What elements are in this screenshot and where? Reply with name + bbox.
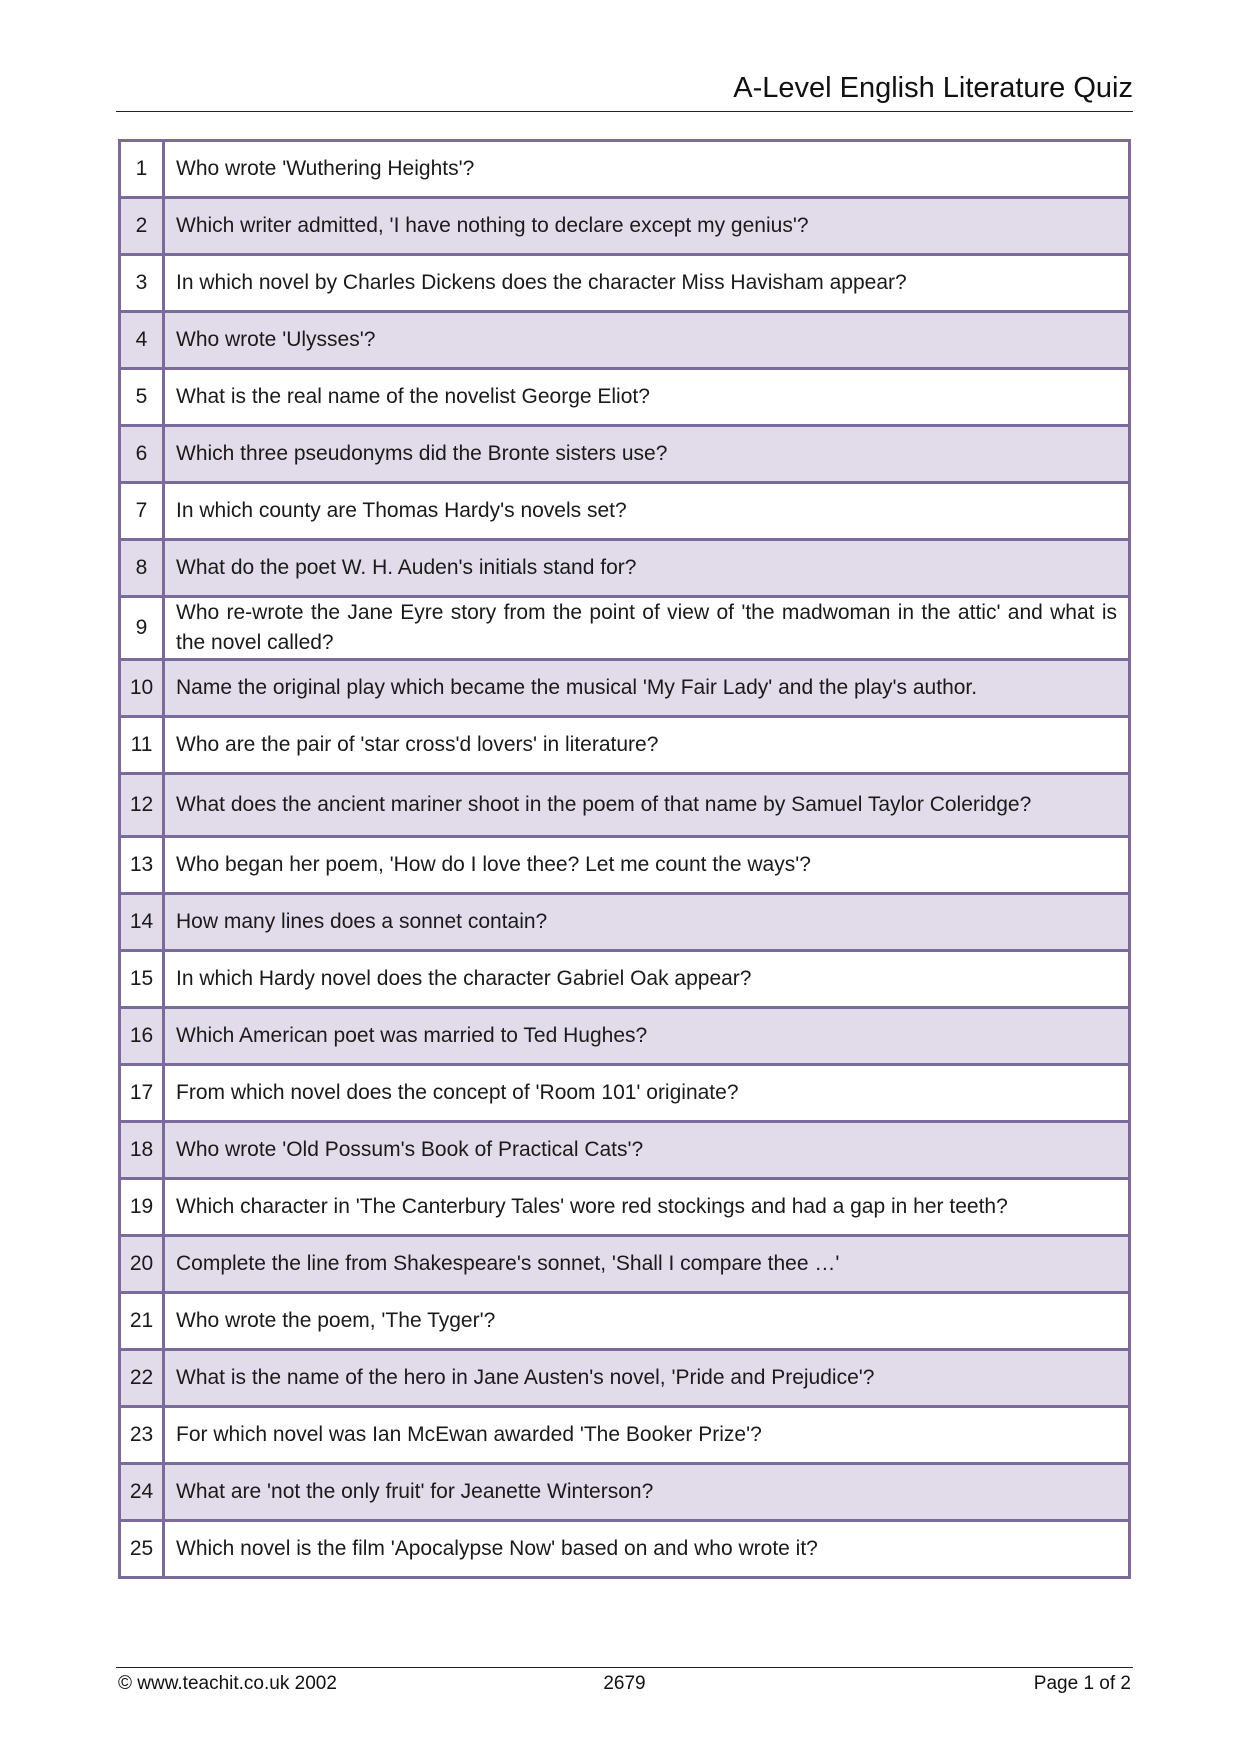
copyright-text: © www.teachit.co.uk 2002 (118, 1673, 337, 1694)
question-number: 22 (120, 1350, 164, 1407)
question-number: 11 (120, 717, 164, 774)
table-row (120, 1521, 1130, 1578)
question-number: 25 (120, 1521, 164, 1578)
table-row (120, 774, 1130, 837)
question-text: What does the ancient mariner shoot in the poem of that name by Samuel Taylor Coleridge? (164, 774, 1130, 837)
title-divider (116, 111, 1133, 112)
question-text: Name the original play which became the musical 'My Fair Lady' and the play's author. (164, 660, 1130, 717)
question-number: 16 (120, 1008, 164, 1065)
question-number: 13 (120, 837, 164, 894)
quiz-table (118, 139, 1131, 1579)
question-text: Which American poet was married to Ted Hughes? (164, 1008, 1130, 1065)
question-text: What are 'not the only fruit' for Jeanette Winterson? (164, 1464, 1130, 1521)
question-text: For which novel was Ian McEwan awarded 'The Booker Prize'? (164, 1407, 1130, 1464)
question-text: Who wrote the poem, 'The Tyger'? (164, 1293, 1130, 1350)
table-row (120, 1122, 1130, 1179)
question-number: 21 (120, 1293, 164, 1350)
question-number: 12 (120, 774, 164, 837)
question-text: Complete the line from Shakespeare's sonnet, 'Shall I compare thee …' (164, 1236, 1130, 1293)
question-number: 18 (120, 1122, 164, 1179)
question-text: Which three pseudonyms did the Bronte sisters use? (164, 426, 1130, 483)
table-row (120, 1293, 1130, 1350)
question-text: What is the name of the hero in Jane Austen's novel, 'Pride and Prejudice'? (164, 1350, 1130, 1407)
question-text: Who began her poem, 'How do I love thee? Let me count the ways'? (164, 837, 1130, 894)
question-number: 19 (120, 1179, 164, 1236)
table-row (120, 717, 1130, 774)
question-text: Which novel is the film 'Apocalypse Now' based on and who wrote it? (164, 1521, 1130, 1578)
table-row (120, 1065, 1130, 1122)
question-number: 5 (120, 369, 164, 426)
question-text: Who wrote 'Old Possum's Book of Practical Cats'? (164, 1122, 1130, 1179)
table-row (120, 1464, 1130, 1521)
table-row (120, 141, 1130, 198)
question-text: Who are the pair of 'star cross'd lovers' in literature? (164, 717, 1130, 774)
table-row (120, 1236, 1130, 1293)
table-row (120, 1350, 1130, 1407)
footer-divider (116, 1667, 1133, 1668)
question-text: Who wrote 'Wuthering Heights'? (164, 141, 1130, 198)
question-number: 4 (120, 312, 164, 369)
question-number: 23 (120, 1407, 164, 1464)
question-number: 15 (120, 951, 164, 1008)
table-row (120, 894, 1130, 951)
table-row (120, 255, 1130, 312)
table-row (120, 198, 1130, 255)
table-row (120, 540, 1130, 597)
question-text: Who re-wrote the Jane Eyre story from the point of view of 'the madwoman in the attic' and what is the novel called? (164, 597, 1130, 660)
table-row (120, 1407, 1130, 1464)
table-row (120, 312, 1130, 369)
question-text: Which character in 'The Canterbury Tales' wore red stockings and had a gap in her teeth? (164, 1179, 1130, 1236)
question-number: 6 (120, 426, 164, 483)
question-text: From which novel does the concept of 'Room 101' originate? (164, 1065, 1130, 1122)
question-number: 10 (120, 660, 164, 717)
document-code: 2679 (603, 1673, 646, 1694)
question-number: 24 (120, 1464, 164, 1521)
table-row (120, 483, 1130, 540)
question-number: 2 (120, 198, 164, 255)
page-title: A-Level English Literature Quiz (733, 72, 1133, 104)
question-number: 14 (120, 894, 164, 951)
question-number: 17 (120, 1065, 164, 1122)
table-row (120, 1179, 1130, 1236)
table-row (120, 951, 1130, 1008)
question-number: 20 (120, 1236, 164, 1293)
table-row (120, 426, 1130, 483)
question-text: In which county are Thomas Hardy's novels set? (164, 483, 1130, 540)
question-number: 1 (120, 141, 164, 198)
question-number: 3 (120, 255, 164, 312)
page-footer (116, 1672, 1133, 1696)
table-row (120, 1008, 1130, 1065)
question-text: In which Hardy novel does the character Gabriel Oak appear? (164, 951, 1130, 1008)
table-row (120, 837, 1130, 894)
question-text: What is the real name of the novelist George Eliot? (164, 369, 1130, 426)
question-number: 7 (120, 483, 164, 540)
question-text: How many lines does a sonnet contain? (164, 894, 1130, 951)
question-text: Which writer admitted, 'I have nothing to declare except my genius'? (164, 198, 1130, 255)
question-text: In which novel by Charles Dickens does the character Miss Havisham appear? (164, 255, 1130, 312)
question-number: 9 (120, 597, 164, 660)
table-row (120, 597, 1130, 660)
table-row (120, 369, 1130, 426)
page-number: Page 1 of 2 (1033, 1673, 1131, 1694)
question-number: 8 (120, 540, 164, 597)
question-text: Who wrote 'Ulysses'? (164, 312, 1130, 369)
question-text: What do the poet W. H. Auden's initials stand for? (164, 540, 1130, 597)
table-row (120, 660, 1130, 717)
